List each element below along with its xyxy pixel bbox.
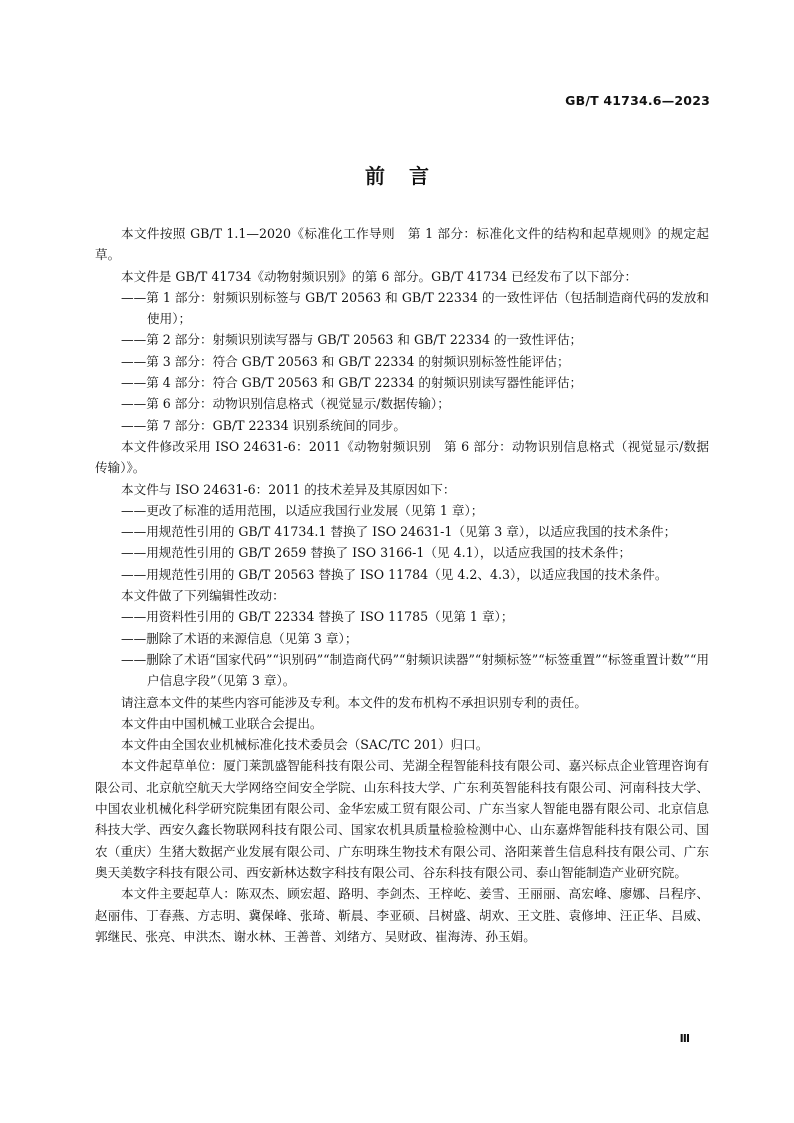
list-item: ——用规范性引用的 GB/T 2659 替换了 ISO 3166-1（见 4.1），以适应我国的技术条件； [121, 545, 632, 561]
paragraph: 本文件与 ISO 24631-6：2011 的技术差异及其原因如下： [121, 481, 456, 497]
page-number: Ⅲ [679, 1032, 690, 1045]
list-item: ——删除了术语“国家代码”“识别码”“制造商代码”“射频识读器”“射频标签”“标签重置”“标签重置计数”“用户信息字段”（见第 3 章）。 [121, 651, 709, 689]
paragraph: 本文件起草单位：厦门莱凯盛智能科技有限公司、芜湖全程智能科技有限公司、嘉兴标点企业管理咨询有限公司、北京航空航天大学网络空间安全学院、山东科技大学、广东利英智能科技有限公司、河南科技大学、中国农业机械化科学研究院集团有限公司、金华宏威工贸有限公司、广东当家人智能电器有限公司、北京信息科技大学、西安久鑫长物联网科技有限公司、国家农机具质量检验检测中心、山东嘉烨智能科技有限公司、国农（重庆）生猪大数据产业发展有限公司、广东明珠生物技术有限公司、洛阳莱普生信息科技有限公司、广东奥天美数字科技有限公司、西安新林达数字科技有限公司、谷东科技有限公司、泰山智能制造产业研究院。 [95, 758, 709, 880]
list-item: ——用规范性引用的 GB/T 20563 替换了 ISO 11784（见 4.2、4.3），以适应我国的技术条件。 [121, 566, 668, 582]
list-item: ——第 7 部分：GB/T 22334 识别系统间的同步。 [121, 417, 406, 433]
paragraph: 本文件由全国农业机械标准化技术委员会（SAC/TC 201）归口。 [121, 737, 489, 753]
paragraph: 本文件修改采用 ISO 24631-6：2011《动物射频识别 第 6 部分：动物识别信息格式（视觉显示/数据传输）》。 [95, 438, 709, 476]
paragraph: 本文件是 GB/T 41734《动物射频识别》的第 6 部分。GB/T 41734 已经发布了以下部分： [121, 268, 638, 284]
document-body [95, 223, 709, 947]
list-item: ——第 4 部分：符合 GB/T 20563 和 GB/T 22334 的射频识别读写器性能评估； [121, 375, 583, 391]
paragraph: 本文件按照 GB/T 1.1—2020《标准化工作导则 第 1 部分：标准化文件的结构和起草规则》的规定起草。 [95, 226, 709, 263]
paragraph: 本文件主要起草人：陈双杰、顾宏超、路明、李剑杰、王梓屹、姜雪、王丽丽、高宏峰、廖娜、吕程序、赵丽伟、丁春燕、方志明、冀保峰、张琦、靳晨、李亚硕、吕树盛、胡欢、王文胜、袁修坤、汪正华、吕威、郭继民、张亮、申洪杰、谢水林、王善普、刘绪方、吴财政、崔海涛、孙玉娟。 [95, 886, 709, 944]
list-item: ——第 3 部分：符合 GB/T 20563 和 GB/T 22334 的射频识别标签性能评估； [121, 353, 570, 369]
page-title: 前言 [365, 164, 453, 188]
list-item: ——第 2 部分：射频识别读写器与 GB/T 20563 和 GB/T 22334 的一致性评估； [121, 332, 583, 348]
standard-code: GB/T 41734.6—2023 [565, 93, 710, 108]
list-item: ——第 1 部分：射频识别标签与 GB/T 20563 和 GB/T 22334 的一致性评估（包括制造商代码的发放和使用）； [121, 289, 709, 327]
paragraph: 本文件由中国机械工业联合会提出。 [121, 715, 323, 731]
paragraph: 本文件做了下列编辑性改动： [121, 588, 285, 604]
paragraph: 请注意本文件的某些内容可能涉及专利。本文件的发布机构不承担识别专利的责任。 [121, 694, 587, 710]
list-item: ——更改了标准的适用范围，以适应我国行业发展（见第 1 章）； [121, 502, 484, 518]
list-item: ——删除了术语的来源信息（见第 3 章）； [121, 630, 358, 646]
list-item: ——第 6 部分：动物识别信息格式（视觉显示/数据传输）； [121, 396, 450, 412]
list-item: ——用资料性引用的 GB/T 22334 替换了 ISO 11785（见第 1 章）； [121, 609, 514, 625]
list-item: ——用规范性引用的 GB/T 41734.1 替换了 ISO 24631-1（见第 3 章），以适应我国的技术条件； [121, 524, 677, 540]
